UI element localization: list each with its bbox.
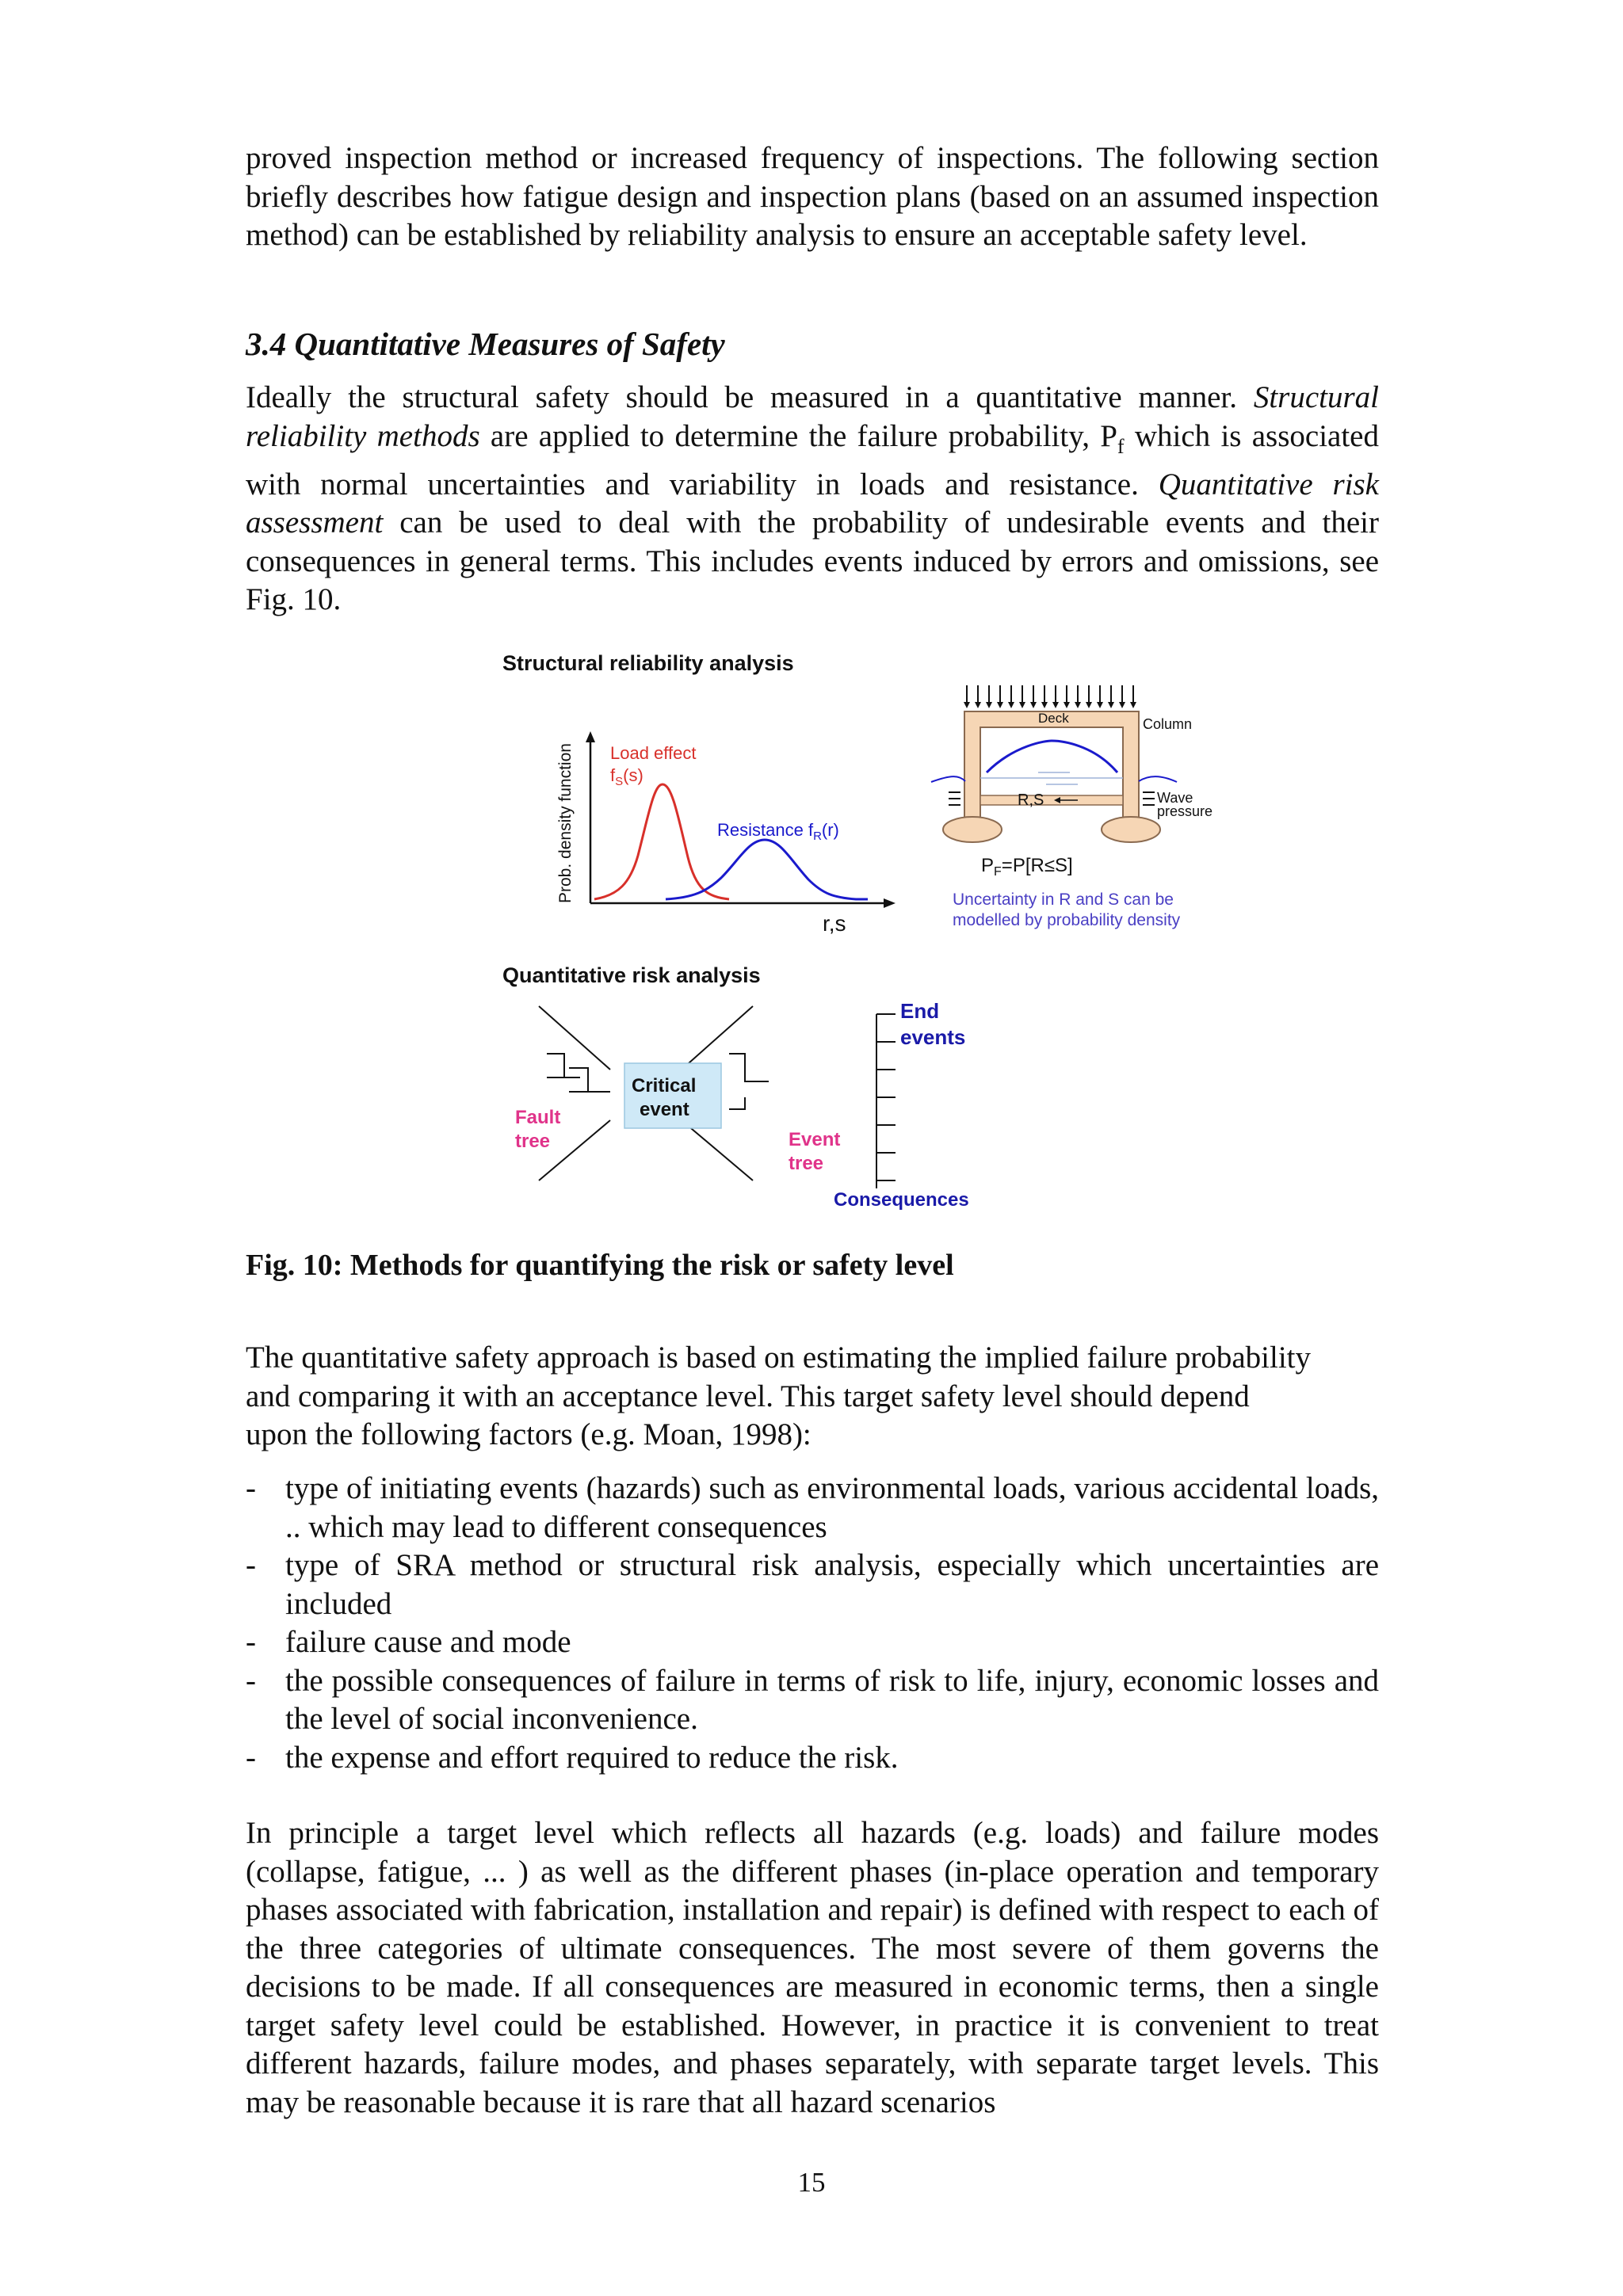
- rs-label: R,S: [1018, 791, 1044, 809]
- para2-italic-2: Quantitative risk assessment: [246, 467, 1379, 540]
- paragraph-target-safety: [246, 1339, 1379, 1455]
- list-item: - type of initiating events (hazards) such as environmental loads, various accidental loads, .. which may lead to different consequences: [246, 1471, 1379, 1544]
- para2-italic-1: Structural reliability methods: [246, 380, 1379, 453]
- paragraph-quantitative: [246, 379, 1379, 620]
- para2-text-1: Ideally the structural safety should be measured in a quantitative manner.: [246, 380, 1254, 414]
- pdf-plot: [556, 731, 896, 936]
- offshore-structure-sketch: [931, 685, 1212, 929]
- uncertainty-note-2: modelled by probability density: [953, 911, 1181, 929]
- para3-line-1: The quantitative safety approach is based on estimating the implied failure probability: [246, 1341, 1312, 1375]
- list-item: - the possible consequences of failure in terms of risk to life, injury, economic losses and the level of social inconvenience.: [246, 1663, 1379, 1736]
- failure-probability-formula: $P_F=P[R\le S]$: [981, 855, 1073, 879]
- deck-label: Deck: [1038, 711, 1069, 726]
- event-tree-label-2: tree: [789, 1153, 824, 1174]
- para2-text-4: can be used to deal with the probability of undesirable events and their consequences in general terms. This includes events induced by errors and omissions, see Fig. 10.: [246, 505, 1379, 617]
- load-effect-fn: $f_S(s)$: [610, 765, 643, 788]
- load-effect-label: Load effect: [610, 743, 697, 763]
- event-tree-label-1: Event: [789, 1129, 841, 1150]
- x-axis-label: r,s: [823, 911, 846, 936]
- resistance-curve: [666, 840, 868, 899]
- para2-text-3: which is associated with normal uncertainties and variability in loads and resistance.: [246, 418, 1379, 502]
- para2-subscript: f: [1117, 434, 1125, 458]
- list-marker: -: [246, 1471, 256, 1505]
- para3-line-2: and comparing it with an acceptance level. This target safety level should depend: [246, 1379, 1250, 1413]
- list-marker: -: [246, 1663, 256, 1698]
- list-marker: -: [246, 1740, 256, 1775]
- sra-title: Structural reliability analysis: [502, 651, 794, 675]
- list-item: - type of SRA method or structural risk analysis, especially which uncertainties are included: [246, 1548, 1379, 1621]
- uncertainty-note-1: Uncertainty in R and S can be: [953, 891, 1174, 909]
- list-marker: -: [246, 1625, 256, 1659]
- para3-line-3: upon the following factors (e.g. Moan, 1998):: [246, 1417, 812, 1451]
- critical-event-label-1: Critical: [632, 1075, 697, 1097]
- critical-event-label-2: event: [640, 1099, 689, 1120]
- page-number: 15: [797, 2167, 826, 2198]
- end-events-label-2: events: [900, 1025, 966, 1049]
- column-label: Column: [1143, 716, 1193, 732]
- end-events-label-1: End: [900, 999, 940, 1023]
- qra-title: Quantitative risk analysis: [502, 963, 761, 987]
- factor-list: [246, 1470, 1379, 1777]
- resistance-label: Resistance $f_R(r)$: [717, 820, 839, 843]
- paragraph-intro: proved inspection method or increased frequency of inspections. The following section briefly describes how fatigue design and inspection plans (based on an assumed inspection method) can be established by reliability analysis to ensure an acceptable safety level.: [246, 141, 1379, 252]
- consequences-label: Consequences: [834, 1189, 969, 1211]
- list-item: - failure cause and mode: [246, 1623, 1379, 1662]
- fault-tree-label-1: Fault: [515, 1107, 561, 1128]
- fault-tree-label-2: tree: [515, 1131, 551, 1152]
- wave-label: Wave: [1157, 790, 1193, 806]
- section-heading: 3.4 Quantitative Measures of Safety: [246, 326, 725, 362]
- pressure-label: pressure: [1157, 803, 1213, 819]
- figure-10: [491, 642, 1236, 1220]
- load-effect-curve: [594, 784, 729, 899]
- para2-text-2: are applied to determine the failure probability, P: [479, 418, 1117, 453]
- y-axis-label: Prob. density function: [556, 743, 575, 903]
- figure-caption: Fig. 10: Methods for quantifying the risk or safety level: [246, 1249, 954, 1282]
- list-item: - the expense and effort required to reduce the risk.: [246, 1739, 1379, 1778]
- list-marker: -: [246, 1548, 256, 1582]
- paragraph-principle: In principle a target level which reflects all hazards (e.g. loads) and failure modes (collapse, fatigue, ... ) as well as the different phases (in-place operation and temporary phases associated with fabrication, installation and repair) is defined with respect to each of the three categories of ultimate consequences. The most severe of them governs the decisions to be made. If all consequences are measured in economic terms, then a single target safety level could be established. However, in practice it is convenient to treat different hazards, failure modes, and phases separately, with separate target levels. This may be reasonable because it is rare that all hazard scenarios: [246, 1816, 1379, 2119]
